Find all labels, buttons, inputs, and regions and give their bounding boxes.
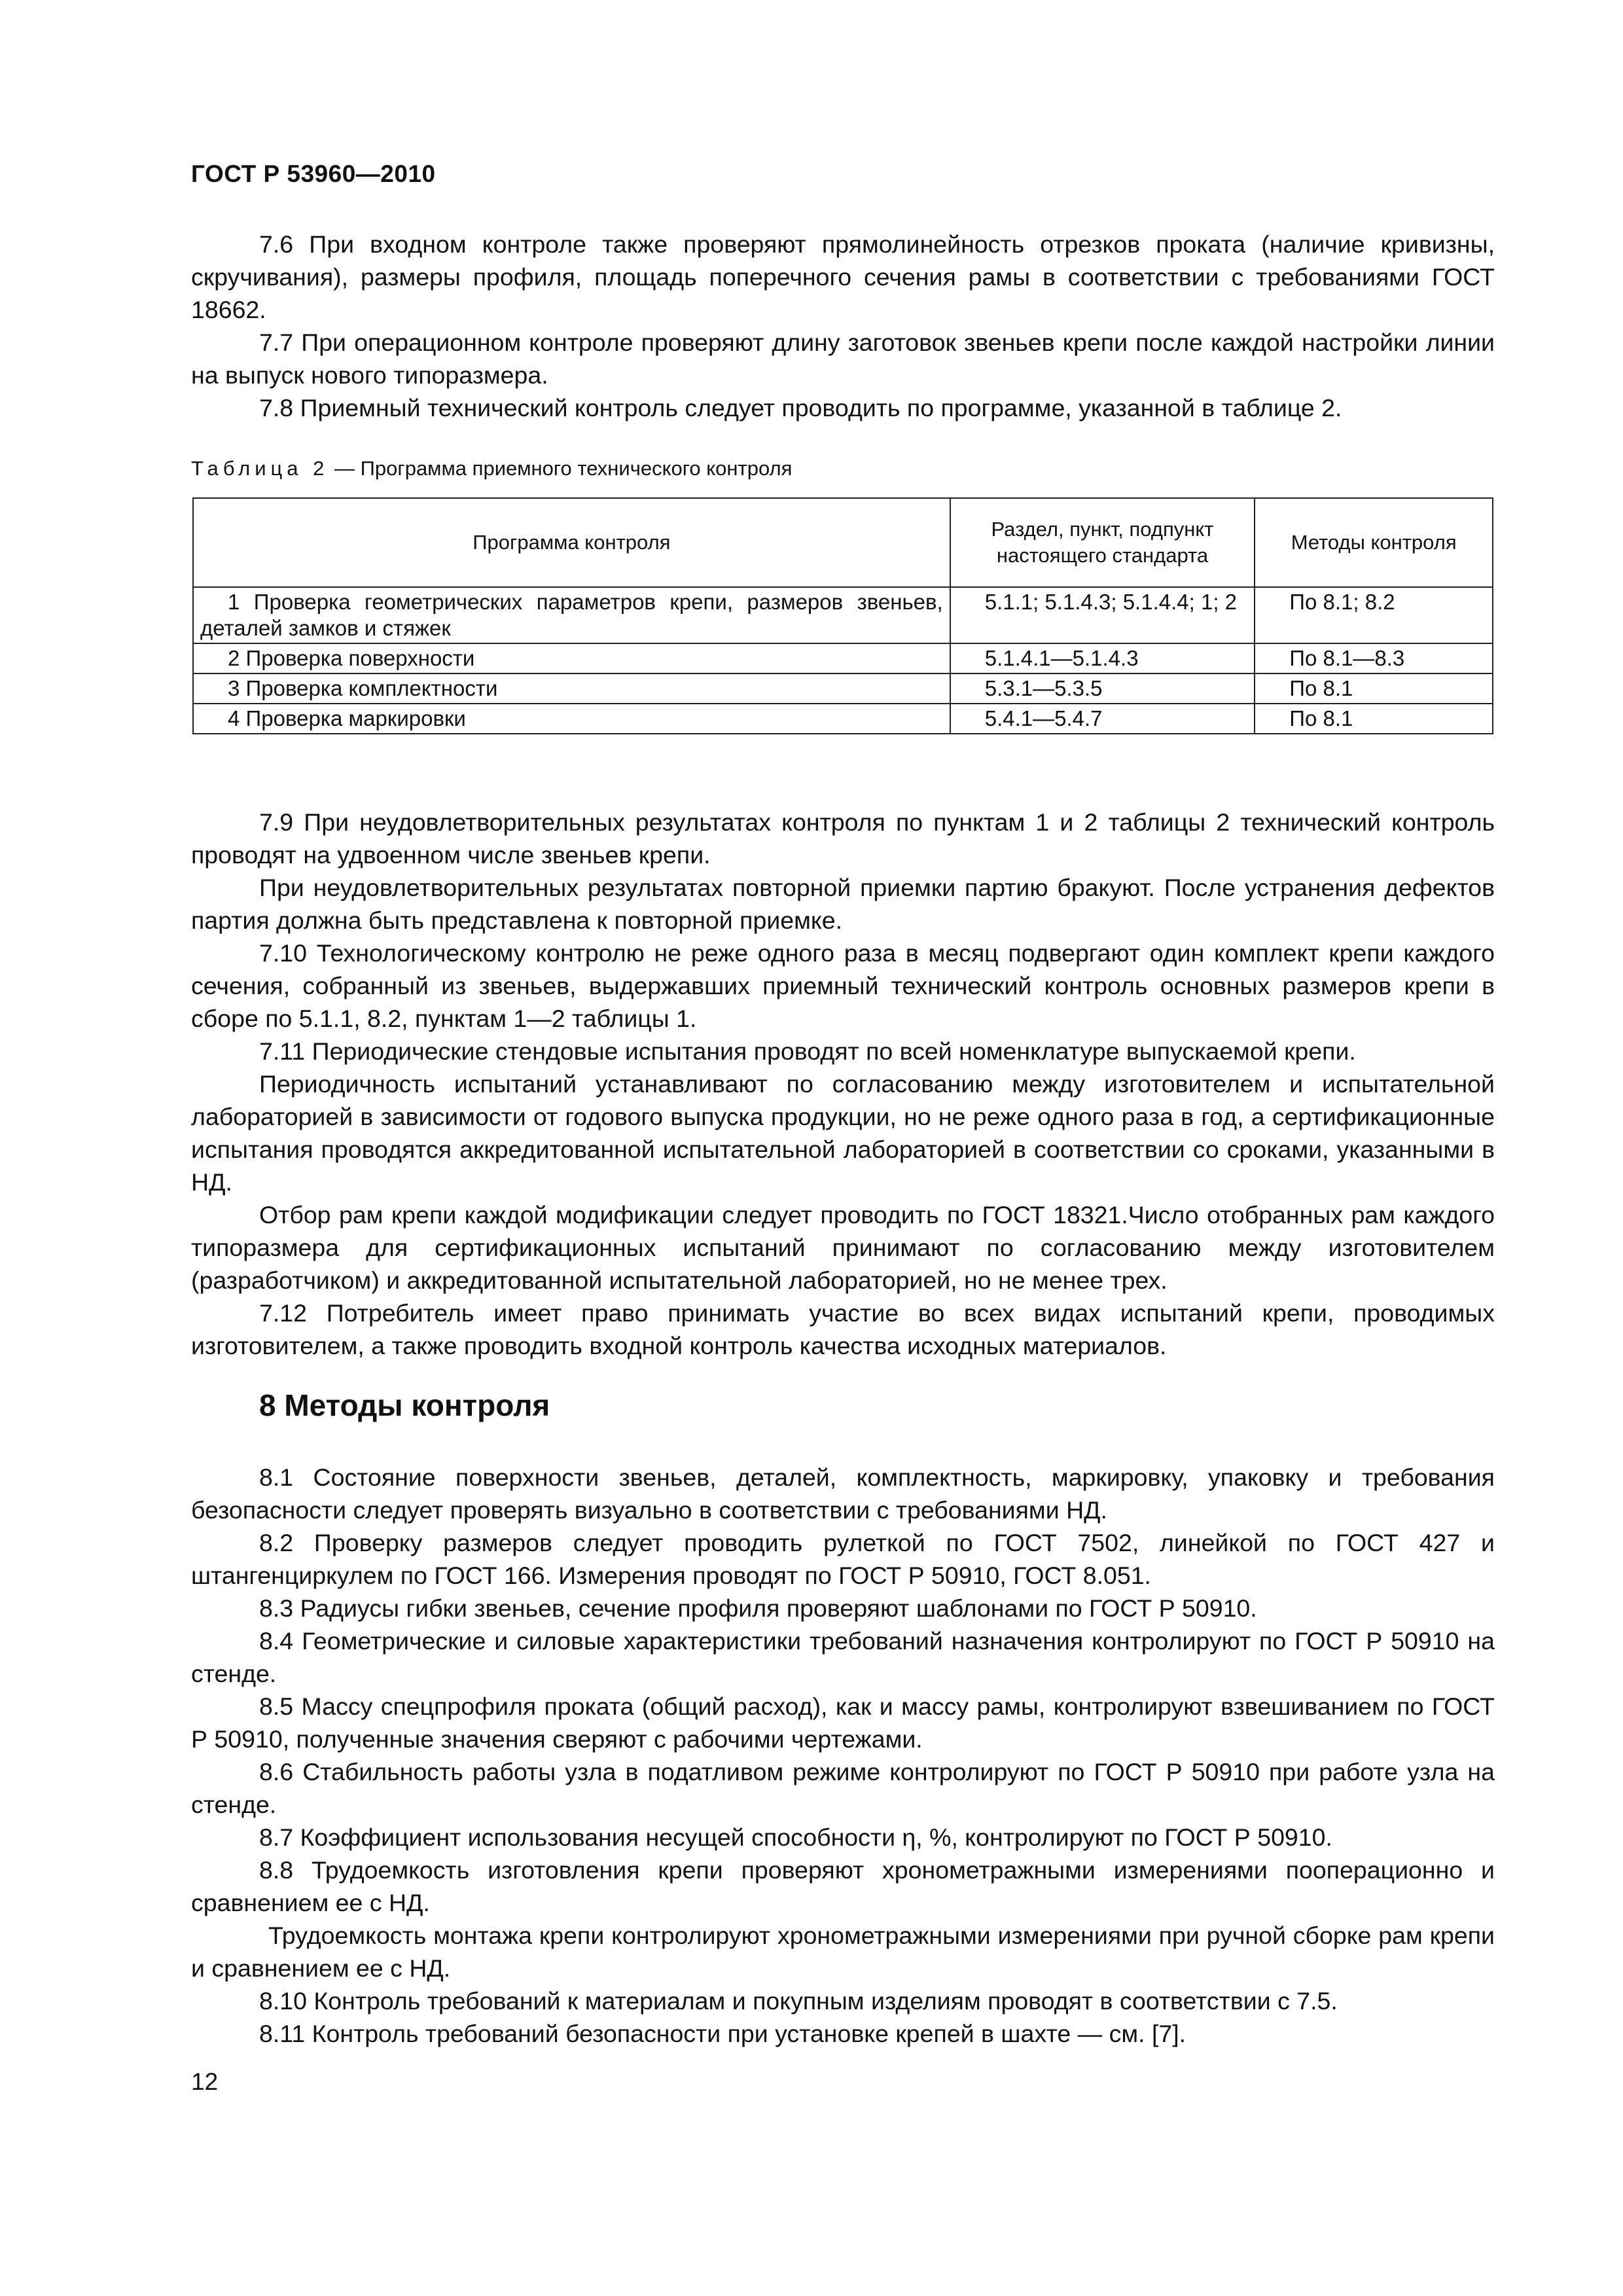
paragraph-7-6: 7.6 При входном контроле также проверяют прямолинейность отрезков проката (наличие кривизны, скручивания), размеры профиля, площадь поперечного сечения рамы в соответствии с требованиями ГОСТ 18662. [191, 230, 1495, 323]
paragraph-rejection: При неудовлетворительных результатах повторной приемки партию бракуют. После устранения дефектов партия должна быть представлена к повторной приемке. [191, 874, 1495, 934]
table-row [193, 643, 1493, 673]
cell-program-text: 2 Проверка поверхности [228, 646, 475, 670]
document-header: ГОСТ Р 53960—2010 [191, 160, 436, 187]
paragraph-8-5: 8.5 Массу спецпрофиля проката (общий расход), как и массу рамы, контролируют взвешиванием по ГОСТ Р 50910, полученные значения сверяют с рабочими чертежами. [191, 1693, 1495, 1753]
paragraph-sampling: Отбор рам крепи каждой модификации следует проводить по ГОСТ 18321.Число отобранных рам каждого типоразмера для сертификационных испытаний принимают по согласованию между изготовителем (разработчиком) и аккредитованной испытательной лабораторией, но не менее трех. [191, 1201, 1495, 1294]
table-row [193, 673, 1493, 704]
paragraph-8-8: 8.8 Трудоемкость изготовления крепи проверяют хронометражными измерениями пооперационно и сравнением ее с НД. [191, 1856, 1495, 1916]
cell-program-text: 4 Проверка маркировки [228, 706, 466, 730]
header-methods: Методы контроля [1255, 498, 1493, 587]
table-row [193, 704, 1493, 734]
table-caption-label: Таблица 2 [191, 457, 329, 480]
paragraph-8-6: 8.6 Стабильность работы узла в податливом режиме контролируют по ГОСТ Р 50910 при работе узла на стенде. [191, 1758, 1495, 1818]
paragraph-7-8: 7.8 Приемный технический контроль следует проводить по программе, указанной в таблице 2. [259, 394, 1342, 422]
cell-section: 5.3.1—5.3.5 [950, 673, 1255, 704]
intro-section [191, 228, 1495, 424]
table-header-row [193, 498, 1493, 587]
cell-program [193, 643, 950, 673]
paragraph-assembly-labor: Трудоемкость монтажа крепи контролируют хронометражными измерениями при ручной сборке рам крепи и сравнением ее с НД. [191, 1922, 1495, 1982]
page-number: 12 [191, 2068, 219, 2095]
paragraph-8-1: 8.1 Состояние поверхности звеньев, деталей, комплектность, маркировку, упаковку и требования безопасности следует проверять визуально в соответствии с требованиями НД. [191, 1463, 1495, 1524]
cell-program [193, 704, 950, 734]
paragraph-8-7: 8.7 Коэффициент использования несущей способности η, %, контролируют по ГОСТ Р 50910. [259, 1823, 1332, 1851]
cell-method: По 8.1 [1255, 673, 1493, 704]
header-program: Программа контроля [193, 498, 950, 587]
cell-program-text: 3 Проверка комплектности [228, 676, 498, 700]
paragraph-7-12: 7.12 Потребитель имеет право принимать участие во всех видах испытаний крепи, проводимых изготовителем, а также проводить входной контроль качества исходных материалов. [191, 1299, 1495, 1359]
cell-section: 5.1.1; 5.1.4.3; 5.1.4.4; 1; 2 [950, 587, 1255, 643]
cell-method: По 8.1; 8.2 [1255, 587, 1493, 643]
cell-method: По 8.1—8.3 [1255, 643, 1493, 673]
paragraph-7-7: 7.7 При операционном контроле проверяют длину заготовок звеньев крепи после каждой настройки линии на выпуск нового типоразмера. [191, 329, 1495, 389]
paragraph-7-9: 7.9 При неудовлетворительных результатах контроля по пунктам 1 и 2 таблицы 2 технический контроль проводят на удвоенном числе звеньев крепи. [191, 808, 1495, 869]
paragraph-8-10: 8.10 Контроль требований к материалам и покупным изделиям проводят в соответствии с 7.5. [259, 1987, 1338, 2015]
methods-section [191, 1461, 1495, 2050]
paragraph-8-3: 8.3 Радиусы гибки звеньев, сечение профиля проверяют шаблонами по ГОСТ Р 50910. [259, 1594, 1257, 1622]
table-row [193, 587, 1493, 643]
paragraph-8-11: 8.11 Контроль требований безопасности при установке крепей в шахте — см. [7]. [259, 2020, 1186, 2047]
header-section: Раздел, пункт, подпункт настоящего стандарта [950, 498, 1255, 587]
section-title: 8 Методы контроля [259, 1388, 550, 1422]
paragraph-7-10: 7.10 Технологическому контролю не реже одного раза в месяц подвергают один комплект крепи каждого сечения, собранный из звеньев, выдержавших приемный технический контроль основных размеров крепи в сборе по 5.1.1, 8.2, пунктам 1—2 таблицы 1. [191, 939, 1495, 1032]
table-caption [191, 454, 792, 483]
cell-section: 5.4.1—5.4.7 [950, 704, 1255, 734]
paragraph-8-4: 8.4 Геометрические и силовые характеристики требований назначения контролируют по ГОСТ Р 50910 на стенде. [191, 1627, 1495, 1687]
table-caption-text: — Программа приемного технического контроля [329, 457, 793, 480]
paragraph-8-2: 8.2 Проверку размеров следует проводить рулеткой по ГОСТ 7502, линейкой по ГОСТ 427 и штангенциркулем по ГОСТ 166. Измерения проводят по ГОСТ Р 50910, ГОСТ 8.051. [191, 1529, 1495, 1589]
cell-method: По 8.1 [1255, 704, 1493, 734]
paragraph-7-11: 7.11 Периодические стендовые испытания проводят по всей номенклатуре выпускаемой крепи. [259, 1037, 1356, 1065]
acceptance-section [191, 806, 1495, 1362]
control-program-table [192, 497, 1493, 734]
cell-section: 5.1.4.1—5.1.4.3 [950, 643, 1255, 673]
cell-program [193, 673, 950, 704]
paragraph-periodicity: Периодичность испытаний устанавливают по согласованию между изготовителем и испытательной лабораторией в зависимости от годового выпуска продукции, но не реже одного раза в год, а сертификационные испытания проводятся аккредитованной испытательной лабораторией в соответствии со сроками, указанными в НД. [191, 1070, 1495, 1196]
cell-program [193, 587, 950, 643]
cell-program-text: 1 Проверка геометрических параметров крепи, размеров звеньев, деталей замков и стяжек [200, 590, 943, 640]
